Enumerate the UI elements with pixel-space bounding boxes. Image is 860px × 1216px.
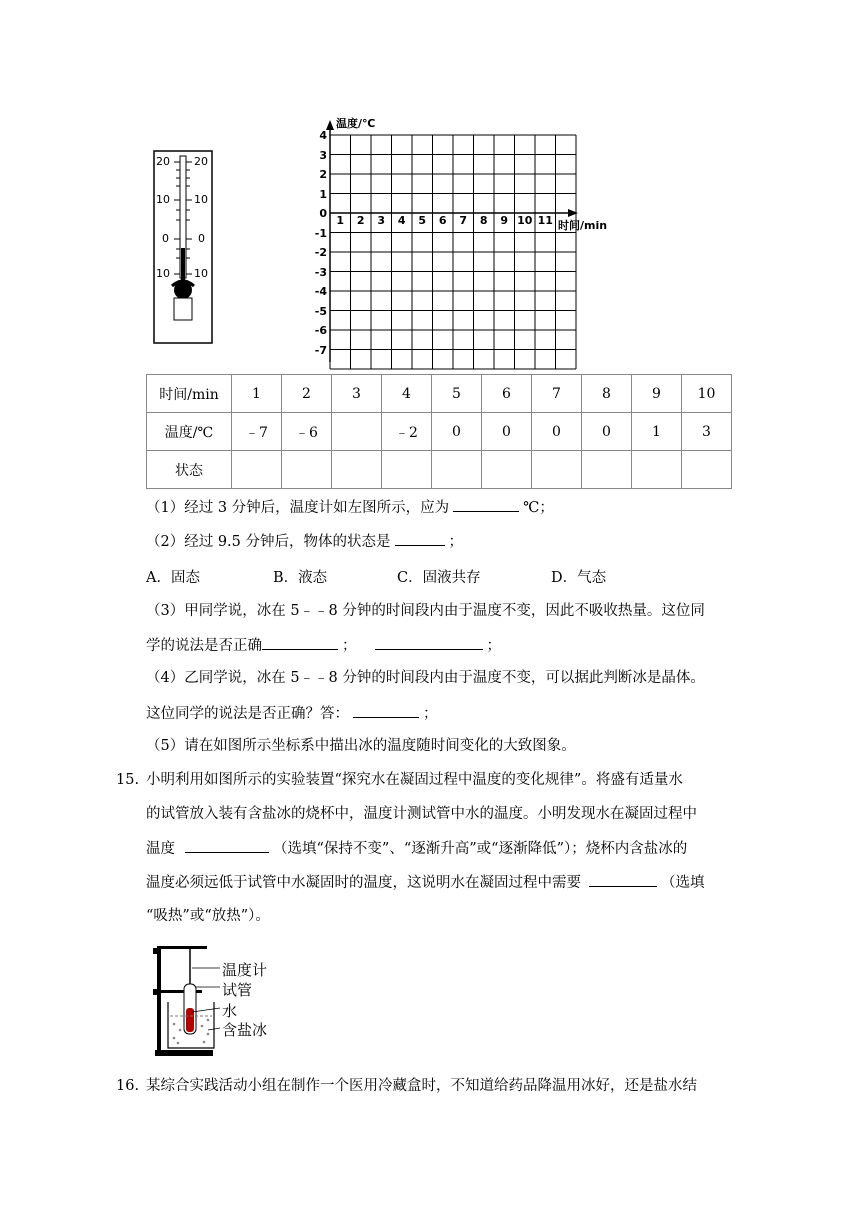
y-tick-label: -1 xyxy=(314,226,327,240)
table-cell[interactable] xyxy=(332,413,382,451)
thermo-left-label: 20 xyxy=(156,155,170,168)
question-4-line-1: （4）乙同学说，冰在 5﹣﹣8 分钟的时间段内由于温度不变，可以据此判断冰是晶体。 xyxy=(146,670,705,686)
x-tick-label: 4 xyxy=(397,214,406,227)
table-cell: 0 xyxy=(582,413,632,451)
question-text: ； xyxy=(342,638,357,654)
table-cell: 0 xyxy=(482,413,532,451)
thermo-left-label: 10 xyxy=(156,193,170,206)
apparatus-figure xyxy=(150,940,280,1058)
y-tick-label: -3 xyxy=(314,265,327,279)
question-2 xyxy=(146,531,463,552)
table-cell: ﹣6 xyxy=(282,413,332,451)
x-tick-label: 3 xyxy=(377,214,386,227)
table-cell: ﹣7 xyxy=(232,413,282,451)
thermometer-icon xyxy=(150,150,216,345)
question-15-line-4 xyxy=(146,872,705,893)
table-cell[interactable] xyxy=(432,451,482,489)
table-header-cell: 温度/℃ xyxy=(147,413,232,451)
label-thermometer: 温度计 xyxy=(222,961,268,979)
question-5: （5）请在如图所示坐标系中描出冰的温度随时间变化的大致图象。 xyxy=(146,738,576,754)
table-cell: 7 xyxy=(532,375,582,413)
thermo-right-label: 10 xyxy=(194,267,208,280)
question-3-line-2 xyxy=(146,635,501,656)
table-cell[interactable] xyxy=(582,451,632,489)
table-cell[interactable] xyxy=(682,451,732,489)
question-text: 这位同学的说法是否正确？答： xyxy=(146,706,349,722)
lab-apparatus-icon xyxy=(150,940,280,1058)
table-cell: 4 xyxy=(382,375,432,413)
x-axis-label: 时间/min xyxy=(558,219,608,232)
question-text: （2）经过 9.5 分钟后，物体的状态是 xyxy=(146,534,391,550)
y-tick-label: 4 xyxy=(319,129,327,142)
table-cell: ﹣2 xyxy=(382,413,432,451)
y-tick-label: -6 xyxy=(314,324,327,337)
label-water: 水 xyxy=(222,1002,238,1020)
x-tick-label: 10 xyxy=(517,214,533,227)
answer-blank[interactable] xyxy=(353,703,419,718)
x-tick-label: 8 xyxy=(479,214,488,227)
answer-blank[interactable] xyxy=(453,497,519,512)
thermo-left-label: 0 xyxy=(162,232,169,245)
question-15-line-5: “吸热”或“放热”）。 xyxy=(146,908,270,924)
table-cell: 6 xyxy=(482,375,532,413)
table-cell[interactable] xyxy=(532,451,582,489)
y-tick-label: -5 xyxy=(314,304,327,318)
question-15-number: 15. xyxy=(116,772,140,788)
table-cell[interactable] xyxy=(232,451,282,489)
question-15-line-1: 小明利用如图所示的实验装置“探究水在凝固过程中温度的变化规律”。将盛有适量水 xyxy=(146,772,683,788)
table-row xyxy=(147,413,732,451)
table-cell[interactable] xyxy=(482,451,532,489)
table-cell: 8 xyxy=(582,375,632,413)
x-tick-label: 1 xyxy=(336,214,345,227)
graph-grid xyxy=(300,110,620,370)
question-text: ； xyxy=(423,706,438,722)
thermo-right-label: 20 xyxy=(194,155,208,168)
x-tick-label: 2 xyxy=(356,214,365,227)
question-text: ； xyxy=(486,638,501,654)
x-tick-label: 11 xyxy=(537,214,553,227)
table-cell[interactable] xyxy=(382,451,432,489)
table-header-cell: 时间/min xyxy=(147,375,232,413)
table-cell: 3 xyxy=(682,413,732,451)
y-tick-label: -7 xyxy=(314,343,327,357)
table-cell: 3 xyxy=(332,375,382,413)
table-cell: 2 xyxy=(282,375,332,413)
question-text: 温度 xyxy=(146,841,175,857)
y-tick-label: 0 xyxy=(319,207,327,220)
y-tick-label: 3 xyxy=(319,148,327,162)
x-tick-label: 5 xyxy=(418,214,427,227)
x-tick-label: 9 xyxy=(500,214,509,227)
answer-blank[interactable] xyxy=(589,872,657,887)
table-cell: 5 xyxy=(432,375,482,413)
option-d[interactable]: D．气态 xyxy=(551,570,607,586)
option-c[interactable]: C．固液共存 xyxy=(397,570,481,586)
y-axis-arrow-icon xyxy=(326,120,334,130)
table-cell: 0 xyxy=(432,413,482,451)
question-15-line-3 xyxy=(146,838,687,859)
question-text: ℃； xyxy=(523,500,554,516)
table-row xyxy=(147,451,732,489)
question-text: ； xyxy=(448,534,464,550)
table-cell[interactable] xyxy=(282,451,332,489)
question-15-line-2: 的试管放入装有含盐冰的烧杯中，温度计测试管中水的温度。小明发现水在凝固过程中 xyxy=(146,806,697,822)
y-tick-label: 2 xyxy=(319,168,327,181)
question-16-number: 16. xyxy=(116,1078,140,1094)
y-axis-label: 温度/℃ xyxy=(336,117,376,130)
option-b[interactable]: B．液态 xyxy=(273,570,328,586)
x-tick-label: 6 xyxy=(438,214,447,227)
thermo-left-label: 10 xyxy=(156,267,170,280)
table-header-cell: 状态 xyxy=(147,451,232,489)
answer-blank[interactable] xyxy=(395,531,445,546)
table-row xyxy=(147,375,732,413)
table-cell[interactable] xyxy=(332,451,382,489)
answer-blank[interactable] xyxy=(375,635,483,650)
thermo-right-label: 0 xyxy=(198,232,205,245)
temperature-graph xyxy=(300,110,620,370)
data-table xyxy=(146,374,732,489)
question-text: 学的说法是否正确 xyxy=(146,638,262,654)
table-cell[interactable] xyxy=(632,451,682,489)
y-tick-label: -4 xyxy=(314,285,327,298)
question-1 xyxy=(146,497,554,518)
question-4-line-2 xyxy=(146,703,438,724)
question-16-line-1: 某综合实践活动小组在制作一个医用冷藏盒时，不知道给药品降温用冰好，还是盐水结 xyxy=(146,1078,697,1094)
label-test-tube: 试管 xyxy=(222,981,253,999)
answer-blank[interactable] xyxy=(262,635,338,650)
thermo-right-label: 10 xyxy=(194,193,208,206)
question-text: （选填“保持不变”、“逐渐升高”或“逐渐降低”）；烧杯内含盐冰的 xyxy=(273,841,688,857)
table-cell: 1 xyxy=(232,375,282,413)
question-text: （选填 xyxy=(661,875,705,891)
question-text: 温度必须远低于试管中水凝固时的温度，这说明水在凝固过程中需要 xyxy=(146,875,581,891)
question-text: （1）经过 3 分钟后，温度计如左图所示，应为 xyxy=(146,500,450,516)
table-cell: 1 xyxy=(632,413,682,451)
answer-blank[interactable] xyxy=(185,838,269,853)
label-salt-ice: 含盐冰 xyxy=(222,1021,268,1039)
question-3-line-1: （3）甲同学说，冰在 5﹣﹣8 分钟的时间段内由于温度不变，因此不吸收热量。这位同 xyxy=(146,603,705,619)
y-tick-label: 1 xyxy=(319,187,327,201)
table-cell: 9 xyxy=(632,375,682,413)
x-tick-label: 7 xyxy=(459,214,468,227)
option-a[interactable]: A．固态 xyxy=(146,570,200,586)
thermometer-figure xyxy=(150,150,216,345)
table-cell: 10 xyxy=(682,375,732,413)
y-tick-label: -2 xyxy=(314,246,327,259)
table-cell: 0 xyxy=(532,413,582,451)
